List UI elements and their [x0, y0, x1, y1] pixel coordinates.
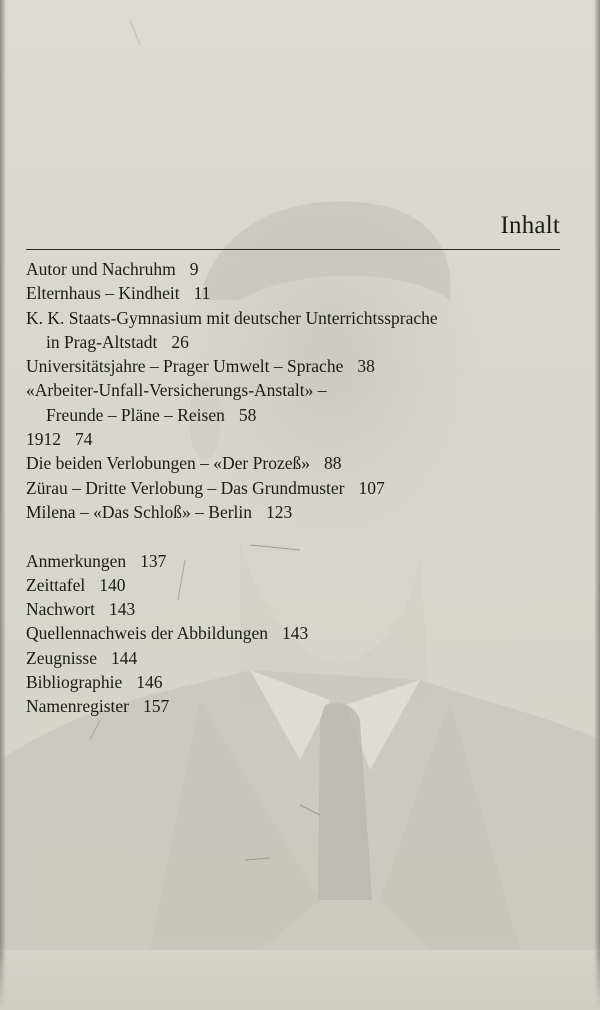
appendix-entry-title: Bibliographie [26, 672, 123, 693]
toc-entry [26, 354, 566, 378]
toc-entry [26, 378, 566, 402]
toc-entry [26, 427, 566, 451]
toc-entry-title: K. K. Staats-Gymnasium mit deutscher Unterrichtssprache [26, 307, 438, 328]
toc-entry-page: 26 [171, 331, 189, 352]
toc-entry-title: Milena – «Das Schloß» – Berlin [26, 501, 253, 522]
toc-entry-title: Universitätsjahre – Prager Umwelt – Sprache [26, 356, 344, 377]
heading-rule [26, 249, 560, 250]
toc-entry-continuation [26, 330, 566, 354]
page-edge-left [0, 0, 6, 1010]
appendix-entry-page: 157 [143, 696, 170, 717]
toc-entry-title: 1912 [26, 429, 61, 450]
appendix-entry-page: 146 [136, 672, 163, 693]
toc-entry-continuation [26, 403, 566, 427]
table-of-contents [26, 257, 566, 719]
appendix-entry-page: 144 [110, 647, 138, 668]
toc-entry-title: «Arbeiter-Unfall-Versicherungs-Anstalt» – [26, 380, 327, 401]
contents-heading: Inhalt [500, 212, 560, 239]
appendix-entry [26, 621, 566, 645]
appendix-entry [26, 646, 566, 670]
toc-entry-page: 11 [193, 283, 211, 304]
toc-entry-title: Freunde – Pläne – Reisen [46, 404, 225, 425]
toc-entry-page: 74 [75, 429, 93, 450]
appendix-entry [26, 670, 566, 694]
appendix-entry-title: Quellennachweis der Abbildungen [26, 623, 269, 644]
appendix-entry-title: Anmerkungen [26, 550, 127, 571]
toc-entry-page: 9 [189, 259, 199, 279]
appendix-entry-title: Zeittafel [26, 574, 86, 595]
appendix-entry [26, 694, 566, 718]
toc-entry-page: 38 [357, 356, 375, 377]
toc-entry [26, 306, 566, 330]
appendix-entry-page: 143 [109, 599, 136, 620]
toc-entry-title: Elternhaus – Kindheit [26, 283, 180, 304]
toc-entry-title: Zürau – Dritte Verlobung – Das Grundmuster [26, 477, 345, 498]
appendix-entry [26, 573, 566, 597]
appendix-entry-title: Nachwort [26, 599, 96, 620]
appendix-entry-page: 143 [282, 623, 309, 644]
appendix-entry [26, 549, 566, 573]
toc-entry [26, 257, 566, 281]
appendix-entry-page: 137 [140, 550, 167, 571]
toc-entry [26, 476, 566, 500]
toc-entry-title: in Prag-Altstadt [46, 331, 158, 352]
toc-entry-page: 88 [323, 453, 342, 474]
toc-entry-page: 58 [238, 404, 257, 425]
appendix-entry [26, 597, 566, 621]
toc-entry-page: 123 [266, 501, 293, 522]
toc-entry-page: 107 [358, 477, 385, 498]
toc-entry [26, 281, 566, 305]
toc-spacer [26, 524, 566, 548]
toc-entry [26, 500, 566, 524]
appendix-entry-title: Zeugnisse [26, 647, 97, 668]
appendix-entry-title: Namenregister [26, 696, 130, 717]
page-edge-right [594, 0, 600, 1010]
toc-entry-title: Autor und Nachruhm [26, 259, 176, 279]
toc-entry-title: Die beiden Verlobungen – «Der Prozeß» [26, 453, 310, 474]
page-edge-bottom [0, 940, 600, 1010]
appendix-entry-page: 140 [99, 574, 126, 595]
toc-entry [26, 451, 566, 475]
